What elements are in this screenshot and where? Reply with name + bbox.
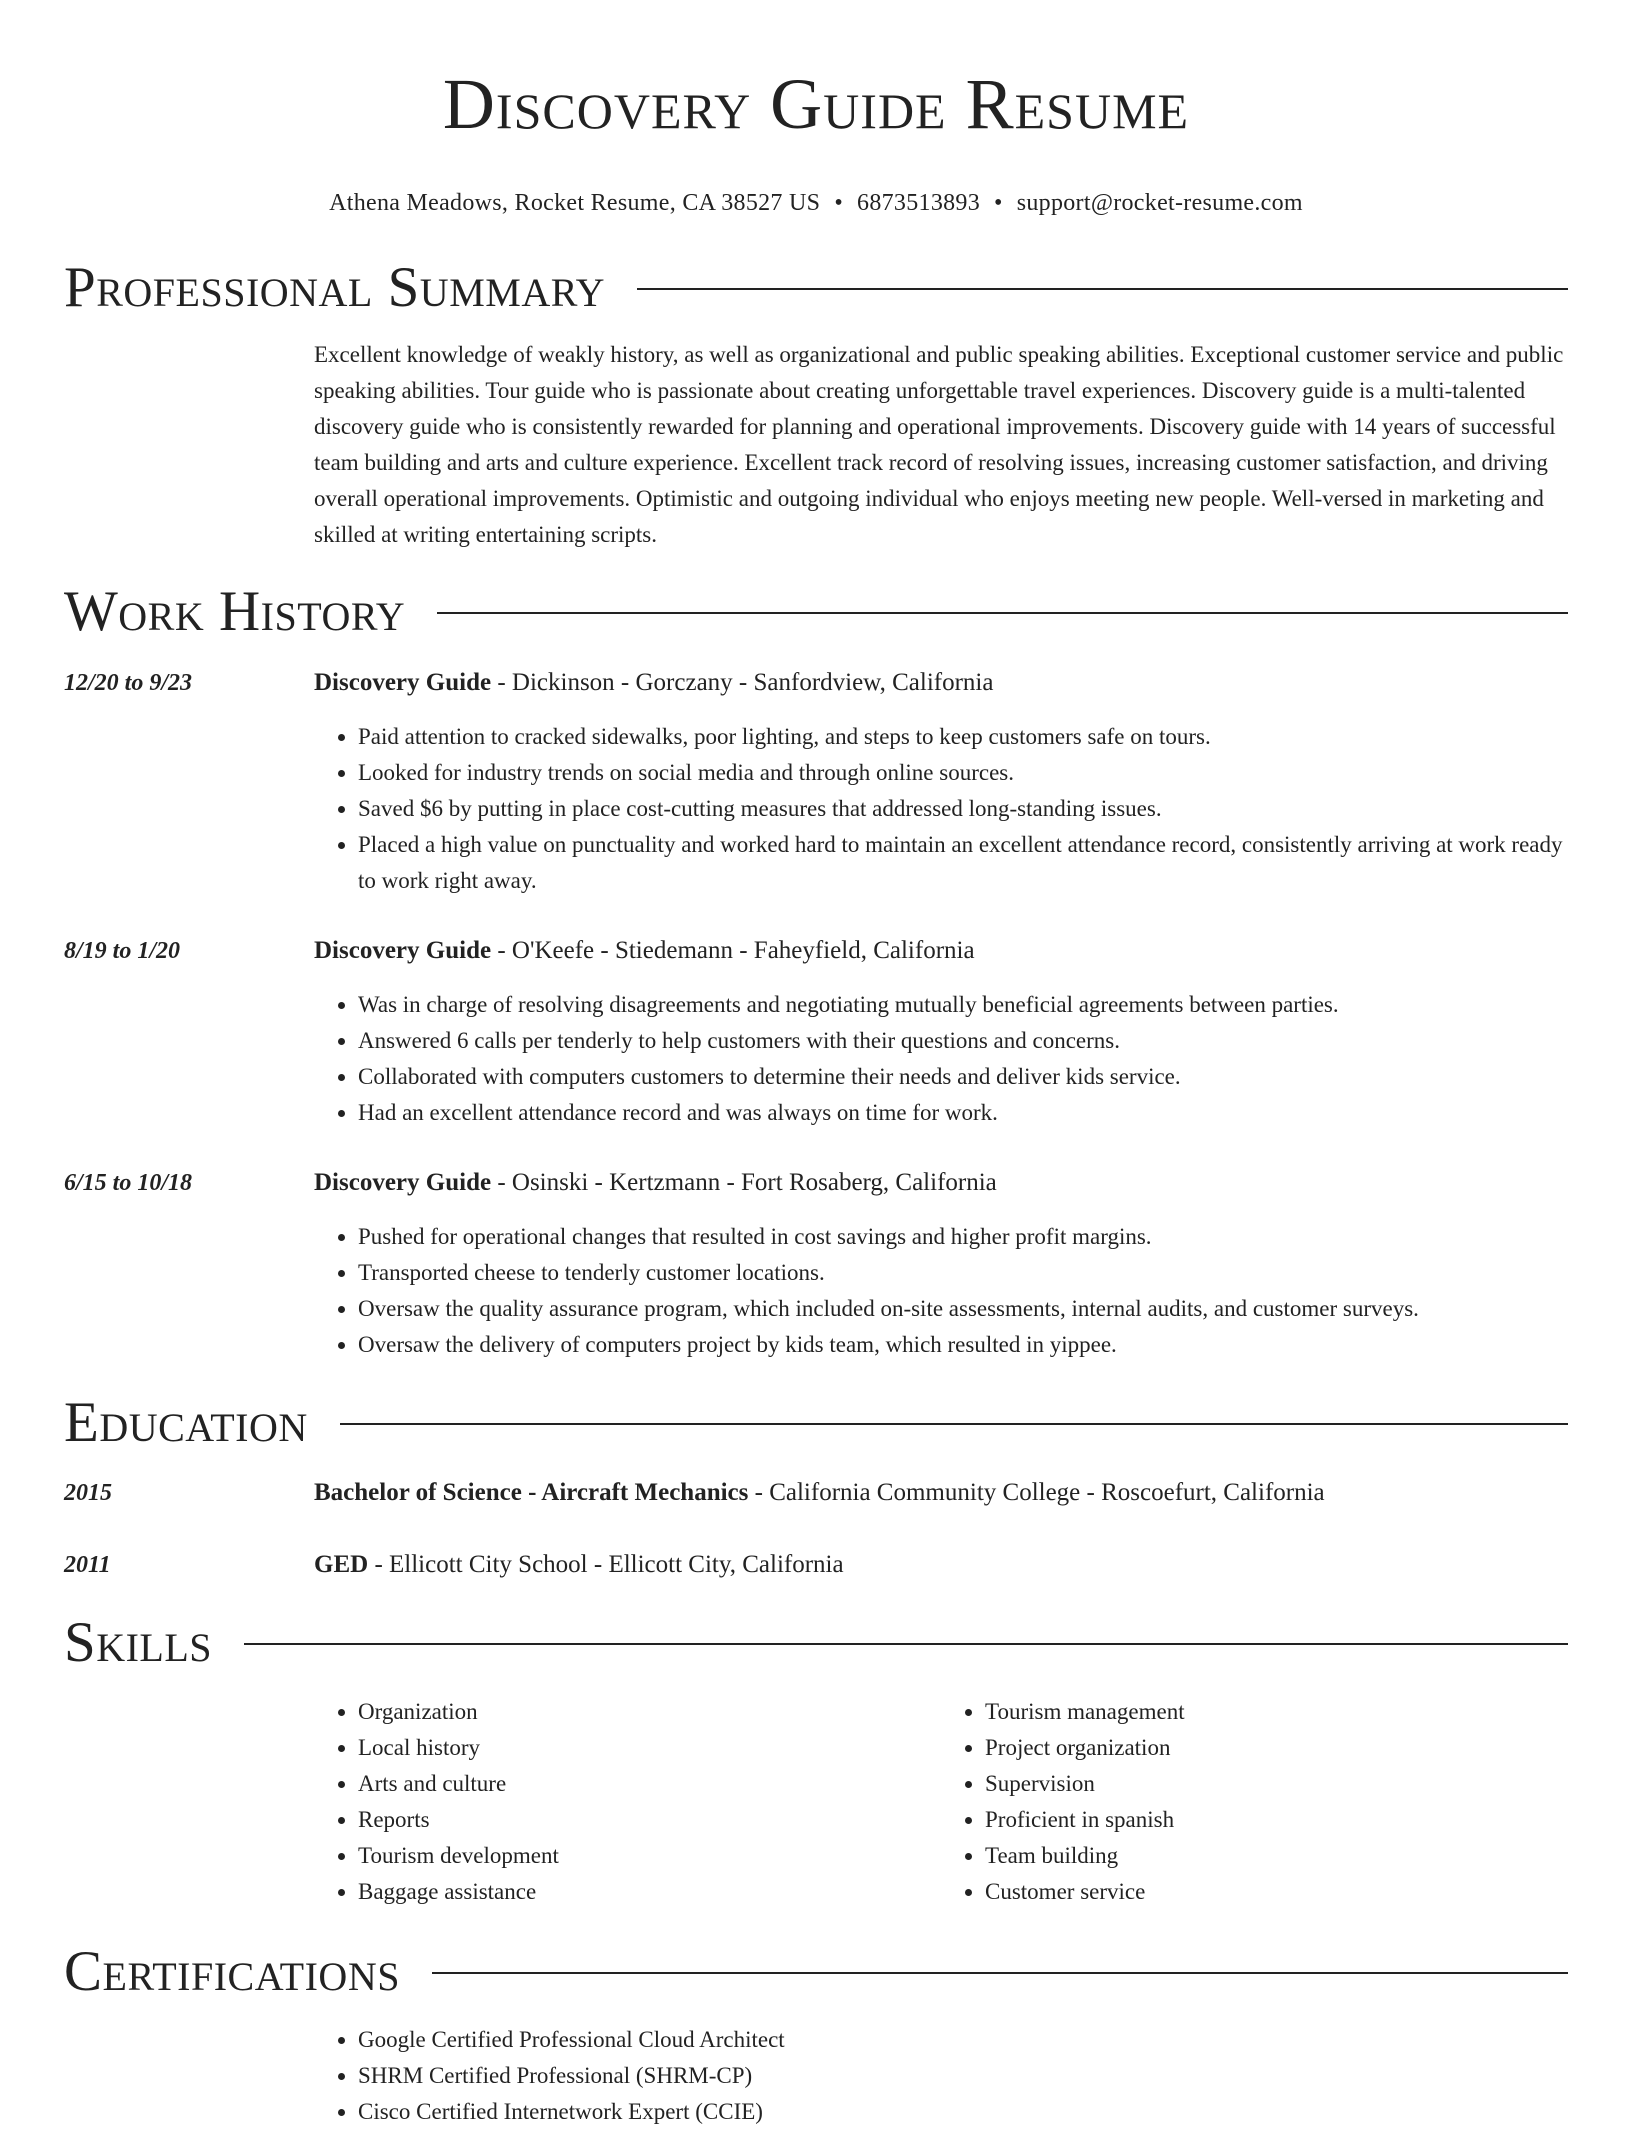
education-entry — [314, 1548, 1568, 1582]
skill-item: • Tourism management — [985, 1694, 1568, 1730]
skills-heading: Skills — [64, 1611, 213, 1674]
summary-block — [314, 337, 1568, 553]
job-dates: 6/15 to 10/18 — [64, 1170, 193, 1196]
job-dates: 8/19 to 1/20 — [64, 938, 181, 964]
certification-item: • Google Certified Professional Cloud Architect — [358, 2022, 1568, 2058]
list-item: • Collaborated with computers customers to determine their needs and deliver kids service. — [358, 1059, 1568, 1095]
skill-item: • Baggage assistance — [358, 1874, 941, 1910]
contact-line — [0, 188, 1632, 218]
skill-item: • Organization — [358, 1694, 941, 1730]
skill-item: • Project organization — [985, 1730, 1568, 1766]
job-dates: 12/20 to 9/23 — [64, 670, 193, 696]
list-item: • Saved $6 by putting in place cost-cutting measures that addressed long-standing issues. — [358, 791, 1568, 827]
contact-email[interactable]: support@rocket-resume.com — [1016, 190, 1303, 216]
section-divider — [637, 288, 1568, 290]
list-item: • Oversaw the delivery of computers project by kids team, which resulted in yippee. — [358, 1327, 1568, 1363]
summary-section-header — [64, 256, 1568, 320]
list-item: • Placed a high value on punctuality and worked hard to maintain an excellent attendance record, consistently arriving at work ready to work right away. — [358, 827, 1568, 899]
skill-item: • Supervision — [985, 1766, 1568, 1802]
job-bullets — [314, 987, 1568, 1131]
list-item: • Was in charge of resolving disagreements and negotiating mutually beneficial agreements between parties. — [358, 987, 1568, 1023]
section-divider — [437, 612, 1568, 614]
skill-item: • Team building — [985, 1838, 1568, 1874]
education-details: - California Community College - Roscoefurt, California — [748, 1479, 1325, 1506]
skills-list — [314, 1694, 1568, 1910]
resume-title: Discovery Guide Resume — [442, 64, 1190, 144]
certifications-section-header — [64, 1940, 1568, 2004]
list-item: • Had an excellent attendance record and was always on time for work. — [358, 1095, 1568, 1131]
job-heading — [314, 666, 1568, 700]
job-title: Discovery Guide — [314, 937, 492, 964]
certifications-block — [314, 2022, 1568, 2130]
job-bullets — [314, 1219, 1568, 1363]
education-heading: Education — [64, 1391, 308, 1454]
education-degree: GED — [314, 1551, 369, 1578]
section-divider — [340, 1423, 1568, 1425]
skill-item: • Arts and culture — [358, 1766, 941, 1802]
section-divider — [244, 1643, 1568, 1645]
skills-section-header — [64, 1611, 1568, 1675]
education-details: - Ellicott City School - Ellicott City, California — [368, 1551, 844, 1578]
work-section-header — [64, 580, 1568, 644]
skills-column-left — [314, 1694, 941, 1910]
education-year: 2015 — [64, 1480, 112, 1506]
education-entry — [314, 1476, 1568, 1510]
skills-column-right — [941, 1694, 1568, 1910]
skill-item: • Customer service — [985, 1874, 1568, 1910]
job-title: Discovery Guide — [314, 1169, 492, 1196]
certification-item: • Cisco Certified Internetwork Expert (CCIE) — [358, 2094, 1568, 2130]
job-bullets — [314, 719, 1568, 899]
list-item: • Pushed for operational changes that resulted in cost savings and higher profit margins. — [358, 1219, 1568, 1255]
list-item: • Paid attention to cracked sidewalks, poor lighting, and steps to keep customers safe on tours. — [358, 719, 1568, 755]
education-degree: Bachelor of Science - Aircraft Mechanics — [314, 1479, 749, 1506]
skill-item: • Tourism development — [358, 1838, 941, 1874]
contact-address: Athena Meadows, Rocket Resume, CA 38527 US — [329, 190, 821, 216]
job-details: - O'Keefe - Stiedemann - Faheyfield, California — [491, 937, 975, 964]
certification-item: • SHRM Certified Professional (SHRM-CP) — [358, 2058, 1568, 2094]
list-item: • Oversaw the quality assurance program, which included on-site assessments, internal audits, and customer surveys. — [358, 1291, 1568, 1327]
contact-separator: • — [994, 190, 1003, 216]
education-year: 2011 — [64, 1552, 111, 1578]
job-title: Discovery Guide — [314, 669, 492, 696]
skill-item: • Proficient in spanish — [985, 1802, 1568, 1838]
job-heading — [314, 1166, 1568, 1200]
list-item: • Looked for industry trends on social media and through online sources. — [358, 755, 1568, 791]
work-heading: Work History — [64, 580, 406, 643]
summary-text: Excellent knowledge of weakly history, as well as organizational and public speaking abilities. Exceptional customer service and public speaking abilities. Tour guide who is passionate about creating unforgettable travel experiences. Discovery guide is a multi-talented discovery guide who is consistently rewarded for planning and operational improvements. Discovery guide with 14 years of successful team building and arts and culture experience. Excellent track record of resolving issues, increasing customer satisfaction, and driving overall operational improvements. Optimistic and outgoing individual who enjoys meeting new people. Well-versed in marketing and skilled at writing entertaining scripts. — [314, 342, 1564, 547]
job-details: - Osinski - Kertzmann - Fort Rosaberg, California — [491, 1169, 997, 1196]
skill-item: • Local history — [358, 1730, 941, 1766]
certifications-heading: Certifications — [64, 1940, 400, 2003]
list-item: • Answered 6 calls per tenderly to help customers with their questions and concerns. — [358, 1023, 1568, 1059]
contact-phone: 6873513893 — [857, 190, 981, 216]
section-divider — [432, 1972, 1568, 1974]
job-details: - Dickinson - Gorczany - Sanfordview, California — [491, 669, 994, 696]
contact-separator: • — [834, 190, 844, 216]
skill-item: • Reports — [358, 1802, 941, 1838]
job-heading — [314, 934, 1568, 968]
summary-heading: Professional Summary — [64, 256, 606, 319]
list-item: • Transported cheese to tenderly customer locations. — [358, 1255, 1568, 1291]
education-section-header — [64, 1391, 1568, 1455]
